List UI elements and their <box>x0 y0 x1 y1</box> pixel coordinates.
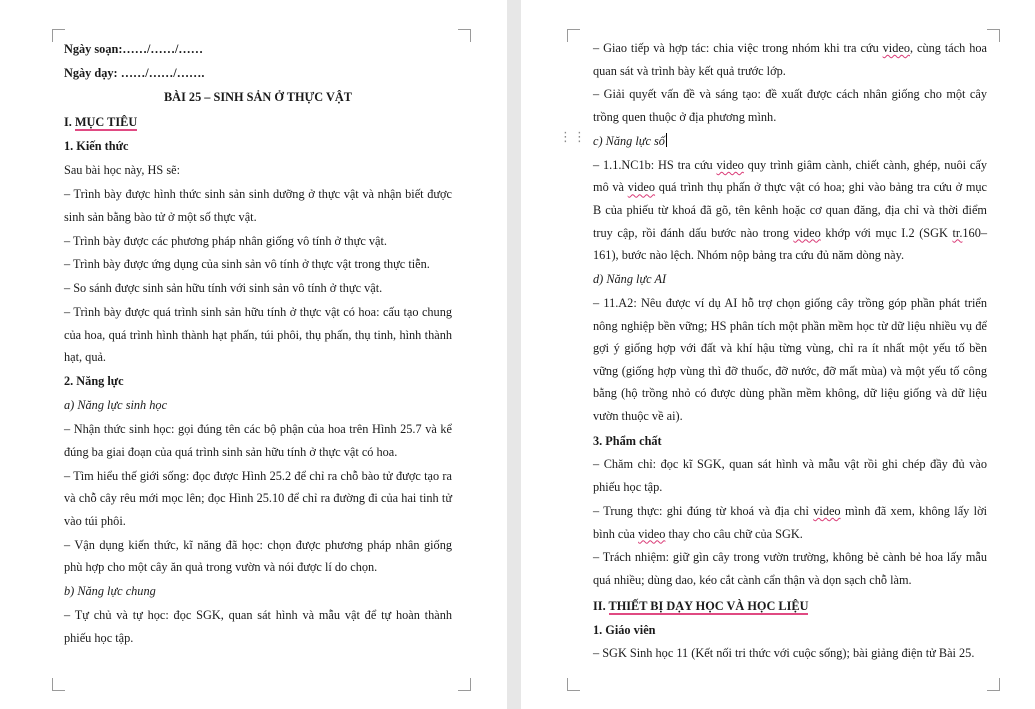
knowledge-item-1: – Trình bày được hình thức sinh sản sinh dưỡng ở thực vật và nhận biết được sinh sản bằng bào tử ở một số thực vật. <box>64 187 452 224</box>
page-gap <box>507 0 521 709</box>
general-item-2: – Giao tiếp và hợp tác: chia việc trong nhóm khi tra cứu video, cùng tách hoa quan sát và trình bày kết quả trước lớp. <box>593 41 987 78</box>
heading-knowledge: 1. Kiến thức <box>64 139 129 154</box>
date-prepared: Ngày soạn:……/……/…… <box>64 42 204 56</box>
spellcheck-word: video <box>716 157 744 172</box>
margin-mark-bottom-left <box>567 678 580 691</box>
spellcheck-word: video <box>627 180 656 195</box>
page-content-left[interactable] <box>64 38 452 650</box>
margin-mark-top-right <box>987 29 1000 42</box>
bio-item-2: – Tìm hiểu thế giới sống: đọc được Hình 25.2 để chỉ ra chỗ bào tử được tạo ra và chỗ cây rêu mới mọc lên; đọc Hình 25.10 để chỉ ra đường đi của hai tinh tử vào túi phôi. <box>64 468 452 528</box>
quality-item-2: – Trung thực: ghi đúng từ khoá và địa chỉ video mình đã xem, không lấy lời bình của video thay cho câu chữ của SGK. <box>593 503 987 541</box>
heading-general-competence: b) Năng lực chung <box>64 584 156 599</box>
knowledge-item-4: – So sánh được sinh sản hữu tính với sinh sản vô tính ở thực vật. <box>64 281 383 296</box>
spellcheck-word: video <box>638 526 666 541</box>
general-item-1: – Tự chủ và tự học: đọc SGK, quan sát hình và mẫu vật để tự hoàn thành phiếu học tập. <box>64 608 452 645</box>
text-cursor <box>666 133 667 147</box>
page-content-right[interactable] <box>593 37 987 666</box>
teacher-item-1: – SGK Sinh học 11 (Kết nối tri thức với cuộc sống); bài giảng điện tử Bài 25. <box>593 646 975 661</box>
quality-item-3: – Trách nhiệm: giữ gìn cây trong vườn trường, không bẻ cành bẻ hoa lấy mẫu quá nhiều; dùng dao, kéo cắt cành cẩn thận và dọn sạch chỗ làm. <box>593 550 987 588</box>
margin-mark-top-left <box>567 29 580 42</box>
document-page-left[interactable] <box>0 0 507 709</box>
heading-competence: 2. Năng lực <box>64 374 124 389</box>
quality-item-1: – Chăm chỉ: đọc kĩ SGK, quan sát hình và mẫu vật rồi ghi chép đầy đủ vào phiếu học tập. <box>593 457 987 495</box>
margin-mark-bottom-left <box>52 678 65 691</box>
spellcheck-word: tr. <box>952 225 963 240</box>
spellcheck-word: video <box>882 41 910 55</box>
document-page-right[interactable] <box>521 0 1035 709</box>
spellcheck-word: video <box>793 225 821 240</box>
heading-bio-competence: a) Năng lực sinh học <box>64 398 168 413</box>
general-item-3: – Giải quyết vấn đề và sáng tạo: đề xuất được cách nhân giống cho một cây trồng quen thuộc ở địa phương mình. <box>593 87 987 125</box>
knowledge-item-2: – Trình bày được các phương pháp nhân giống vô tính ở thực vật. <box>64 233 387 248</box>
knowledge-item-5: – Trình bày được quá trình sinh sản hữu tính ở thực vật có hoa: cấu tạo chung của hoa, quá trình hình thành hạt phấn, túi phôi, thụ phấn, thụ tinh, hình thành hạt, quả. <box>64 305 452 365</box>
lesson-title: BÀI 25 – SINH SẢN Ở THỰC VẬT <box>163 89 353 104</box>
heading-digital-competence[interactable]: c) Năng lực số <box>593 133 665 148</box>
heading-qualities: 3. Phẩm chất <box>593 433 662 448</box>
section-prefix: II. <box>593 598 609 613</box>
intro-text: Sau bài học này, HS sẽ: <box>64 163 181 178</box>
section-label: THIẾT BỊ DẠY HỌC VÀ HỌC LIỆU <box>608 598 809 613</box>
section-label: MỤC TIÊU <box>74 115 138 130</box>
heading-teacher: 1. Giáo viên <box>593 622 656 637</box>
date-taught: Ngày dạy: ……/……/……. <box>64 65 205 80</box>
section-prefix: I. <box>64 115 75 130</box>
spellcheck-word: video <box>813 503 841 518</box>
section-heading-objectives <box>64 111 452 134</box>
margin-mark-bottom-right <box>987 678 1000 691</box>
knowledge-item-3: – Trình bày được ứng dụng của sinh sản vô tính ở thực vật trong thực tiễn. <box>64 257 430 272</box>
heading-ai-competence: d) Năng lực AI <box>593 272 667 287</box>
drag-handle-icon[interactable]: ⋮⋮ <box>559 130 587 145</box>
margin-mark-top-right <box>458 29 471 42</box>
margin-mark-bottom-right <box>458 678 471 691</box>
bio-item-3: – Vận dụng kiến thức, kĩ năng đã học: chọn được phương pháp nhân giống phù hợp cho một cây ăn quả trong vườn và nói được lí do chọn. <box>64 537 452 575</box>
digital-item-1: – 1.1.NC1b: HS tra cứu video quy trình giâm cành, chiết cành, ghép, nuôi cấy mô và video quá trình thụ phấn ở thực vật có hoa; ghi vào bảng tra cứu ở mục B của phiếu từ khoá đã gõ, tên kênh hoặc cơ quan đăng, địa chỉ và thời điểm truy cập, rồi đánh dấu bước nào trong video khớp với mục I.2 (SGK tr.160–161), bước nào lệch. Nhóm nộp bảng tra cứu đủ năm dòng này. <box>593 157 988 263</box>
bio-item-1: – Nhận thức sinh học: gọi đúng tên các bộ phận của hoa trên Hình 25.7 và kể đúng ba giai đoạn của quá trình sinh sản hữu tính ở thực vật có hoa. <box>64 422 452 459</box>
section-heading-equipment <box>593 595 987 618</box>
ai-item-1: – 11.A2: Nêu được ví dụ AI hỗ trợ chọn giống cây trồng góp phần phát triển nông nghiệp bền vững; HS phân tích một phần mềm học từ dữ liệu nhiều vụ để gợi ý giống hợp với đất và khí hậu từng vùng, chỉ ra ít nhất một yếu tố bền vững (giống hợp vùng thì đỡ thuốc, đỡ nước, đỡ mất mùa) và một yếu tố công bằng (hộ trồng nhỏ có được dùng phần mềm không, dữ liệu giống và dữ liệu vườn thuộc về ai). <box>593 296 987 423</box>
